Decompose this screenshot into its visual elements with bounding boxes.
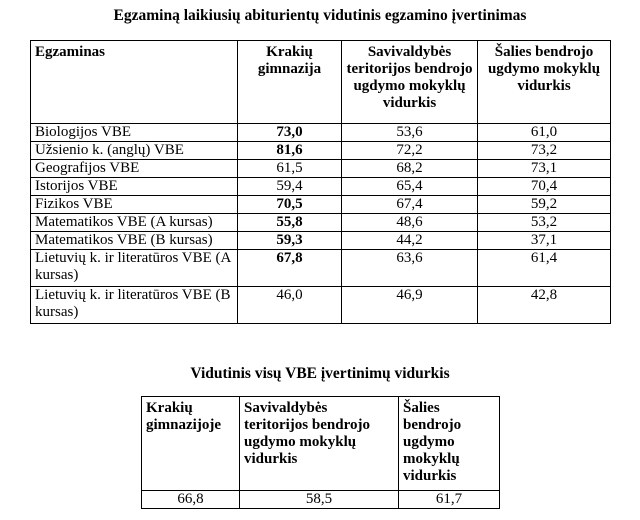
school-value: 73,0 [238, 124, 342, 142]
municipality-value: 67,4 [342, 196, 478, 214]
municipality-value: 72,2 [342, 142, 478, 160]
school-value: 55,8 [238, 214, 342, 232]
country-average: 61,7 [399, 491, 500, 509]
exam-name: Matematikos VBE (B kursas) [31, 232, 238, 250]
exam-results-table [30, 40, 611, 324]
exam-name: Istorijos VBE [31, 178, 238, 196]
table-row [31, 250, 611, 287]
school-value: 46,0 [238, 287, 342, 324]
exam-name: Matematikos VBE (A kursas) [31, 214, 238, 232]
school-value: 59,3 [238, 232, 342, 250]
municipality-average: 58,5 [240, 491, 399, 509]
country-value: 61,4 [478, 250, 611, 287]
table-row [31, 160, 611, 178]
country-value: 53,2 [478, 214, 611, 232]
exam-name: Biologijos VBE [31, 124, 238, 142]
municipality-value: 68,2 [342, 160, 478, 178]
school-value: 70,5 [238, 196, 342, 214]
country-value: 73,2 [478, 142, 611, 160]
municipality-value: 46,9 [342, 287, 478, 324]
country-value: 61,0 [478, 124, 611, 142]
overall-average-table [141, 396, 500, 509]
table-row [142, 491, 500, 509]
table1-title: Egzaminą laikiusių abiturientų vidutinis egzamino įvertinimas [113, 7, 527, 24]
table-row [31, 196, 611, 214]
school-value: 61,5 [238, 160, 342, 178]
table-row [31, 214, 611, 232]
exam-name: Fizikos VBE [31, 196, 238, 214]
exam-name: Lietuvių k. ir literatūros VBE (A kursas) [31, 250, 238, 287]
country-value: 42,8 [478, 287, 611, 324]
header-country: Šalies bendrojo ugdymo mokyklų vidurkis [478, 41, 611, 124]
table-row [31, 232, 611, 250]
country-value: 70,4 [478, 178, 611, 196]
header-country: Šalies bendrojo ugdymo mokyklų vidurkis [399, 397, 500, 491]
table2-title: Vidutinis visų VBE įvertinimų vidurkis [190, 365, 450, 382]
header-school: Krakių gimnazija [238, 41, 342, 124]
municipality-value: 44,2 [342, 232, 478, 250]
municipality-value: 53,6 [342, 124, 478, 142]
country-value: 59,2 [478, 196, 611, 214]
table-row [31, 142, 611, 160]
school-value: 81,6 [238, 142, 342, 160]
table-row [31, 124, 611, 142]
school-value: 67,8 [238, 250, 342, 287]
header-exam: Egzaminas [31, 41, 238, 124]
municipality-value: 65,4 [342, 178, 478, 196]
school-value: 59,4 [238, 178, 342, 196]
header-school: Krakių gimnazijoje [142, 397, 240, 491]
table2-header-row [142, 397, 500, 491]
country-value: 73,1 [478, 160, 611, 178]
school-average: 66,8 [142, 491, 240, 509]
exam-name: Lietuvių k. ir literatūros VBE (B kursas) [31, 287, 238, 324]
municipality-value: 48,6 [342, 214, 478, 232]
header-municipality: Savivaldybės teritorijos bendrojo ugdymo mokyklų vidurkis [342, 41, 478, 124]
country-value: 37,1 [478, 232, 611, 250]
exam-name: Užsienio k. (anglų) VBE [31, 142, 238, 160]
table-row [31, 178, 611, 196]
municipality-value: 63,6 [342, 250, 478, 287]
table1-header-row [31, 41, 611, 124]
exam-name: Geografijos VBE [31, 160, 238, 178]
header-municipality: Savivaldybės teritorijos bendrojo ugdymo mokyklų vidurkis [240, 397, 399, 491]
table-row [31, 287, 611, 324]
